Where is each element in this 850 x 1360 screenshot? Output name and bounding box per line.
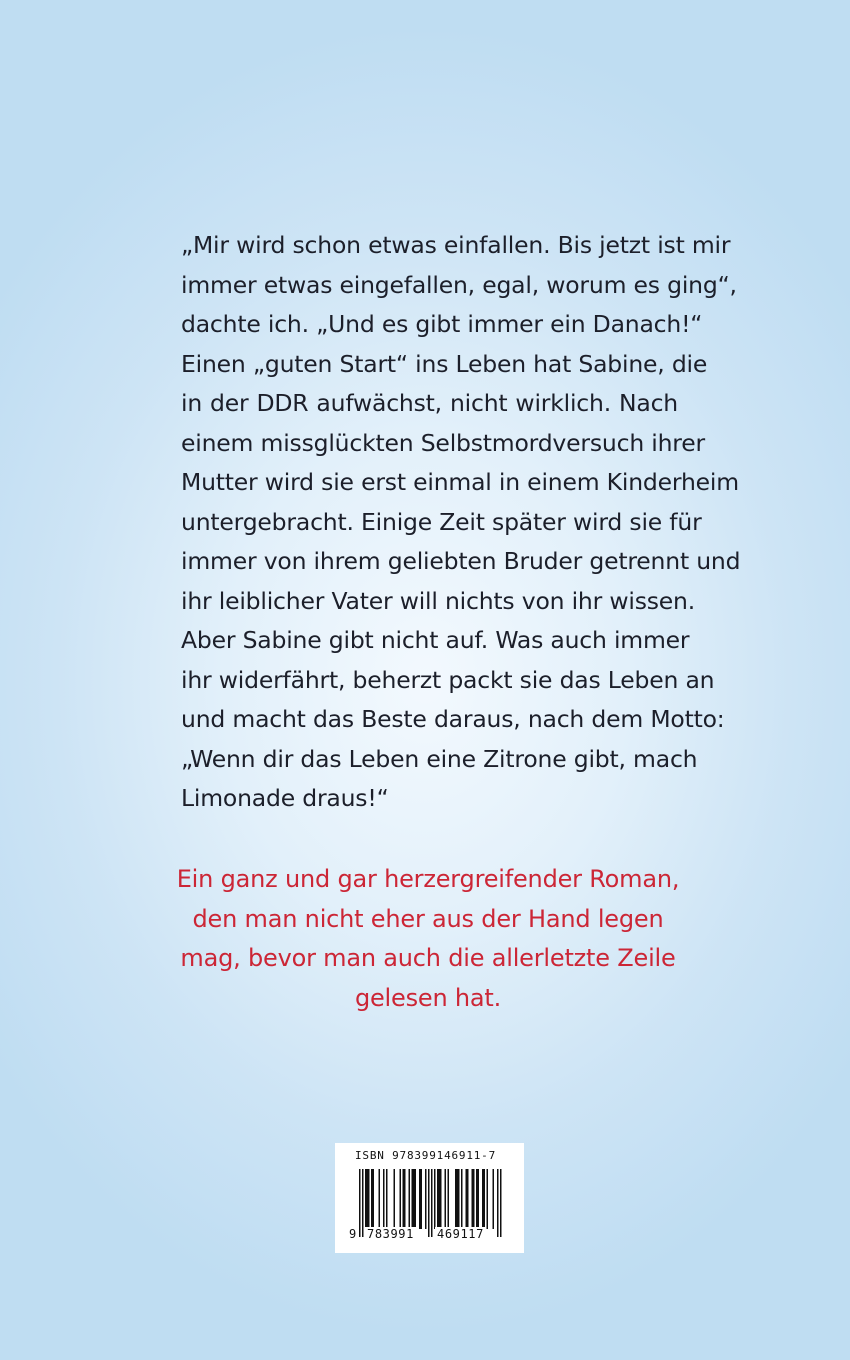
- barcode-bar: [373, 1169, 375, 1229]
- tagline-line: den man nicht eher aus der Hand legen: [192, 904, 664, 933]
- barcode-bar: [400, 1169, 402, 1229]
- barcode-bar: [466, 1169, 468, 1229]
- barcode-bar: [458, 1169, 460, 1229]
- barcode-bar: [500, 1169, 502, 1237]
- barcode-bar: [476, 1169, 478, 1229]
- barcode-bar: [403, 1169, 405, 1229]
- barcode-digits-left: 783991: [367, 1227, 414, 1241]
- blurb-line: und macht das Beste daraus, nach dem Motto:: [181, 705, 725, 733]
- barcode-bar: [484, 1169, 486, 1229]
- barcode-digits-right: 469117: [437, 1227, 484, 1241]
- blurb-line: immer etwas eingefallen, egal, worum es ging“,: [181, 270, 737, 299]
- barcode-bar: [473, 1169, 475, 1229]
- barcode-bar: [365, 1169, 367, 1229]
- barcode-bar: [440, 1169, 442, 1229]
- barcode-bar: [368, 1169, 370, 1229]
- blurb-line: immer von ihrem geliebten Bruder getrennt und: [181, 547, 741, 575]
- barcode-bar: [415, 1169, 417, 1229]
- barcode-bar: [448, 1169, 450, 1229]
- barcode-bar: [478, 1169, 480, 1229]
- barcode-bar: [467, 1169, 469, 1229]
- barcode-bar: [434, 1169, 436, 1229]
- barcode-bar: [383, 1169, 385, 1229]
- blurb-line: ihr widerfährt, beherzt packt sie das Leben an: [181, 665, 715, 694]
- barcode-bar: [367, 1169, 369, 1229]
- blurb-line: dachte ich. „Und es gibt immer ein Danach!“: [181, 310, 703, 338]
- barcode-bar: [379, 1169, 381, 1229]
- barcode-bar: [362, 1169, 364, 1237]
- tagline: [150, 860, 706, 1018]
- isbn-label: ISBN 978399146911-7: [355, 1149, 497, 1162]
- barcode-bar: [431, 1169, 433, 1237]
- barcode-bar: [493, 1169, 495, 1229]
- barcode-bar: [482, 1169, 484, 1229]
- barcode-bar: [472, 1169, 474, 1229]
- barcode-digit-first: 9: [349, 1227, 357, 1241]
- barcode-bar: [428, 1169, 430, 1237]
- tagline-line: gelesen hat.: [354, 983, 502, 1012]
- blurb-line: Einen „guten Start“ ins Leben hat Sabine, die: [181, 349, 708, 378]
- barcode-bar: [413, 1169, 415, 1229]
- isbn-barcode: [335, 1143, 524, 1253]
- blurb-line: „Mir wird schon etwas einfallen. Bis jetzt ist mir: [181, 231, 731, 259]
- blurb-line: Mutter wird sie erst einmal in einem Kinderheim: [181, 468, 739, 496]
- barcode-bar: [445, 1169, 447, 1229]
- barcode-bar: [419, 1169, 421, 1229]
- barcode-bar: [497, 1169, 499, 1237]
- barcode-bar: [371, 1169, 373, 1229]
- tagline-line: Ein ganz und gar herzergreifender Roman,: [176, 865, 680, 893]
- barcode-bar: [425, 1169, 427, 1229]
- blurb-text: [181, 226, 741, 819]
- barcode-bar: [457, 1169, 459, 1229]
- blurb-line: untergebracht. Einige Zeit später wird sie für: [181, 507, 702, 536]
- barcode-bar: [412, 1169, 414, 1229]
- blurb-line: Aber Sabine gibt nicht auf. Was auch immer: [181, 626, 690, 654]
- barcode-bar: [455, 1169, 457, 1229]
- tagline-line: mag, bevor man auch die allerletzte Zeile: [180, 944, 676, 972]
- barcode-bar: [359, 1169, 361, 1237]
- barcode-bar: [404, 1169, 406, 1229]
- barcode-bar: [394, 1169, 396, 1229]
- barcode-bar: [487, 1169, 489, 1229]
- barcode-bar: [386, 1169, 388, 1229]
- barcode-bar: [437, 1169, 439, 1229]
- barcode-bar: [439, 1169, 441, 1229]
- blurb-line: „Wenn dir das Leben eine Zitrone gibt, mach: [181, 744, 698, 773]
- barcode-bar: [461, 1169, 463, 1229]
- barcode-bar: [421, 1169, 423, 1229]
- blurb-line: ihr leiblicher Vater will nichts von ihr wissen.: [181, 586, 696, 615]
- blurb-line: Limonade draus!“: [181, 784, 389, 812]
- barcode-bar: [409, 1169, 411, 1229]
- blurb-line: in der DDR aufwächst, nicht wirklich. Nach: [181, 389, 678, 417]
- blurb-line: einem missglückten Selbstmordversuch ihrer: [181, 428, 705, 457]
